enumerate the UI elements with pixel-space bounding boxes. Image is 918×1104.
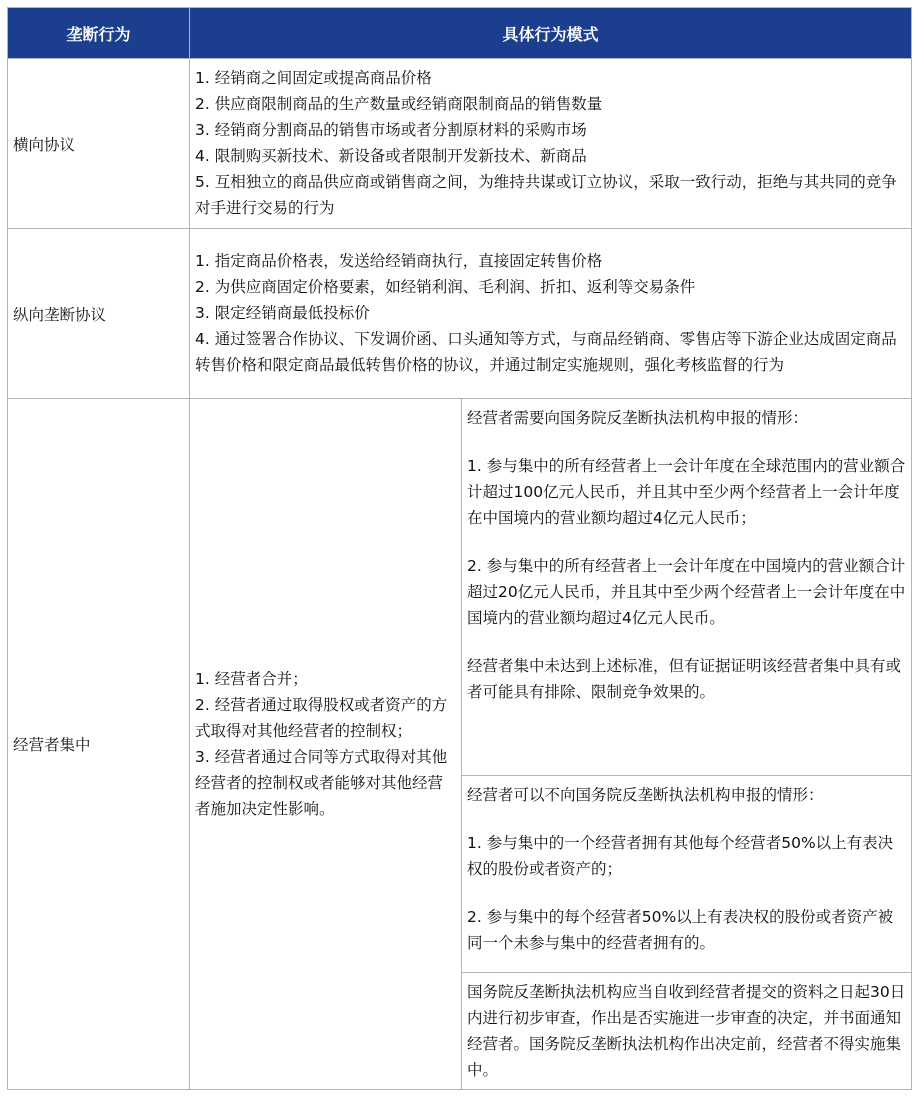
row-patterns: [190, 229, 912, 399]
concentration-details-table: [462, 399, 911, 1089]
must-report-title: 经营者需要向国务院反垄断执法机构申报的情形：: [467, 409, 809, 427]
list-item: 2. 经营者通过取得股权或者资产的方式取得对其他经营者的控制权；: [195, 696, 448, 740]
monopoly-behavior-table: [7, 7, 912, 1090]
no-report-item-2: 2. 参与集中的每个经营者50%以上有表决权的股份或者资产被同一个未参与集中的经营者拥有的。: [467, 908, 894, 952]
list-item: 3. 经销商分割商品的销售市场或者分割原材料的采购市场: [195, 121, 587, 139]
review-text: 国务院反垄断执法机构应当自收到经营者提交的资料之日起30日内进行初步审查，作出是否实施进一步审查的决定，并书面通知经营者。国务院反垄断执法机构作出决定前，经营者不得实施集中。: [467, 983, 906, 1079]
row-category: 横向协议: [8, 59, 190, 229]
no-report-title: 经营者可以不向国务院反垄断执法机构申报的情形：: [467, 786, 824, 804]
must-report-note: 经营者集中未达到上述标准，但有证据证明该经营者集中具有或者可能具有排除、限制竞争效果的。: [467, 657, 902, 701]
header-col-patterns: 具体行为模式: [190, 8, 912, 59]
table-row: [8, 59, 912, 229]
list-item: 5. 互相独立的商品供应商或销售商之间，为维持共谋或订立协议，采取一致行动，拒绝与其共同的竞争对手进行交易的行为: [195, 173, 897, 217]
page: [7, 7, 911, 1097]
list-item: 3. 限定经销商最低投标价: [195, 304, 370, 322]
list-item: 1. 经销商之间固定或提高商品价格: [195, 69, 432, 87]
concentration-modes: [190, 399, 462, 1090]
list-item: 4. 限制购买新技术、新设备或者限制开发新技术、新商品: [195, 147, 587, 165]
must-report-block: [462, 399, 911, 776]
table-header-row: [8, 8, 912, 59]
list-item: 1. 指定商品价格表，发送给经销商执行，直接固定转售价格: [195, 252, 603, 270]
must-report-item-1: 1. 参与集中的所有经营者上一会计年度在全球范围内的营业额合计超过100亿元人民币，并且其中至少两个经营者上一会计年度在中国境内的营业额均超过4亿元人民币；: [467, 457, 906, 527]
must-report-item-2: 2. 参与集中的所有经营者上一会计年度在中国境内的营业额合计超过20亿元人民币，并且其中至少两个经营者上一会计年度在中国境内的营业额均超过4亿元人民币。: [467, 557, 906, 627]
table-row: [8, 229, 912, 399]
no-report-block: [462, 776, 911, 973]
row-category: 纵向垄断协议: [8, 229, 190, 399]
list-item: 2. 为供应商固定价格要素，如经销利润、毛利润、折扣、返利等交易条件: [195, 278, 696, 296]
concentration-details: [462, 399, 912, 1090]
list-item: 3. 经营者通过合同等方式取得对其他经营者的控制权或者能够对其他经营者施加决定性影响。: [195, 748, 448, 818]
table-row: [8, 399, 912, 1090]
list-item: 1. 经营者合并；: [195, 670, 308, 688]
list-item: 2. 供应商限制商品的生产数量或经销商限制商品的销售数量: [195, 95, 603, 113]
row-category: 经营者集中: [8, 399, 190, 1090]
review-block: [462, 973, 911, 1090]
no-report-item-1: 1. 参与集中的一个经营者拥有其他每个经营者50%以上有表决权的股份或者资产的；: [467, 834, 894, 878]
row-patterns: [190, 59, 912, 229]
header-col-behavior: 垄断行为: [8, 8, 190, 59]
list-item: 4. 通过签署合作协议、下发调价函、口头通知等方式，与商品经销商、零售店等下游企业达成固定商品转售价格和限定商品最低转售价格的协议，并通过制定实施规则，强化考核监督的行为: [195, 330, 897, 374]
